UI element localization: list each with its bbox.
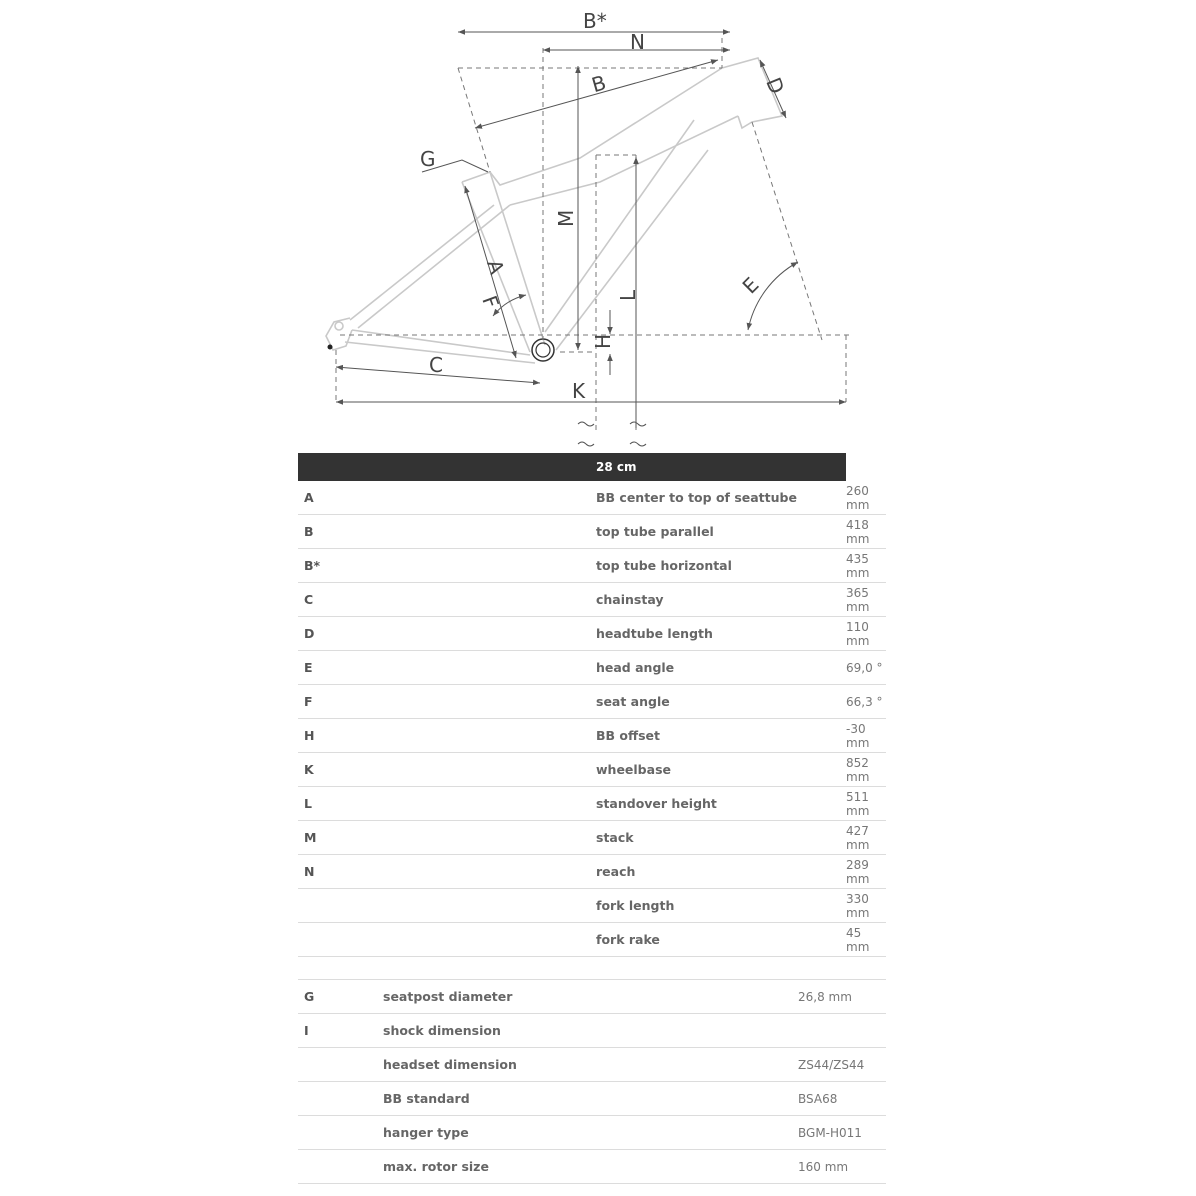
table-row [298, 719, 886, 753]
row-value: 45 mm [846, 923, 886, 957]
row-code [298, 1048, 383, 1082]
row-code: G [298, 980, 383, 1014]
row-code: L [298, 787, 596, 821]
label-h: H [591, 333, 615, 349]
row-code [298, 1116, 383, 1150]
row-code: M [298, 821, 596, 855]
row-code: D [298, 617, 596, 651]
row-label: hanger type [383, 1116, 798, 1150]
table-row [298, 481, 886, 515]
row-label: reach [596, 855, 846, 889]
row-label: BB offset [596, 719, 846, 753]
table-row [298, 515, 886, 549]
row-value: 110 mm [846, 617, 886, 651]
row-label: head angle [596, 651, 846, 685]
label-b-star: B* [583, 9, 607, 33]
table-row [298, 1150, 886, 1184]
row-value [798, 1014, 886, 1048]
row-label: fork length [596, 889, 846, 923]
row-value: BGM-H011 [798, 1116, 886, 1150]
table-row [298, 685, 886, 719]
row-label: top tube parallel [596, 515, 846, 549]
table-row [298, 583, 886, 617]
header-spacer [298, 453, 596, 481]
row-code: A [298, 481, 596, 515]
row-code: B [298, 515, 596, 549]
row-code: B* [298, 549, 596, 583]
row-value: 69,0 ° [846, 651, 886, 685]
row-code [298, 923, 596, 957]
row-value: 365 mm [846, 583, 886, 617]
row-value: 160 mm [798, 1150, 886, 1184]
label-n: N [630, 30, 645, 54]
row-label: headtube length [596, 617, 846, 651]
row-label: BB center to top of seattube [596, 481, 846, 515]
row-value: ZS44/ZS44 [798, 1048, 886, 1082]
row-label: max. rotor size [383, 1150, 798, 1184]
row-value: BSA68 [798, 1082, 886, 1116]
row-value: 511 mm [846, 787, 886, 821]
table-row [298, 651, 886, 685]
row-code: E [298, 651, 596, 685]
row-code: C [298, 583, 596, 617]
row-label: seatpost diameter [383, 980, 798, 1014]
label-a: A [482, 256, 510, 278]
row-label: standover height [596, 787, 846, 821]
table-row [298, 923, 886, 957]
row-value: 427 mm [846, 821, 886, 855]
frame-geometry-diagram [0, 0, 1196, 452]
table-row [298, 821, 886, 855]
row-label: headset dimension [383, 1048, 798, 1082]
geometry-table [298, 453, 886, 957]
row-code: H [298, 719, 596, 753]
size-header: 28 cm [596, 453, 846, 481]
row-value: 289 mm [846, 855, 886, 889]
row-label: chainstay [596, 583, 846, 617]
row-value: 26,8 mm [798, 980, 886, 1014]
table-row [298, 1048, 886, 1082]
table-row [298, 980, 886, 1014]
label-m: M [554, 209, 578, 227]
row-value: 66,3 ° [846, 685, 886, 719]
label-k: K [572, 379, 586, 403]
table-row [298, 1116, 886, 1150]
row-code: N [298, 855, 596, 889]
row-label: shock dimension [383, 1014, 798, 1048]
table-row [298, 787, 886, 821]
row-code [298, 889, 596, 923]
reference-lines [336, 38, 850, 430]
label-e: E [737, 272, 764, 299]
label-f: F [477, 292, 504, 312]
row-value: 260 mm [846, 481, 886, 515]
row-code [298, 1150, 383, 1184]
label-g: G [420, 147, 436, 171]
row-label: stack [596, 821, 846, 855]
table-row [298, 549, 886, 583]
table-row [298, 855, 886, 889]
row-label: seat angle [596, 685, 846, 719]
row-value: 330 mm [846, 889, 886, 923]
row-label: wheelbase [596, 753, 846, 787]
table-row [298, 617, 886, 651]
row-code [298, 1082, 383, 1116]
row-value: 435 mm [846, 549, 886, 583]
row-value: -30 mm [846, 719, 886, 753]
label-c: C [429, 353, 443, 377]
row-value: 852 mm [846, 753, 886, 787]
row-value: 418 mm [846, 515, 886, 549]
table-row [298, 889, 886, 923]
row-code: F [298, 685, 596, 719]
label-b: B [588, 70, 609, 98]
label-l: L [616, 289, 640, 301]
row-code: I [298, 1014, 383, 1048]
size-header-row [298, 453, 886, 481]
row-label: top tube horizontal [596, 549, 846, 583]
table-row [298, 1082, 886, 1116]
table-row [298, 753, 886, 787]
row-code: K [298, 753, 596, 787]
row-label: BB standard [383, 1082, 798, 1116]
component-table [298, 979, 886, 1184]
label-d: D [761, 74, 790, 98]
row-label: fork rake [596, 923, 846, 957]
table-row [298, 1014, 886, 1048]
